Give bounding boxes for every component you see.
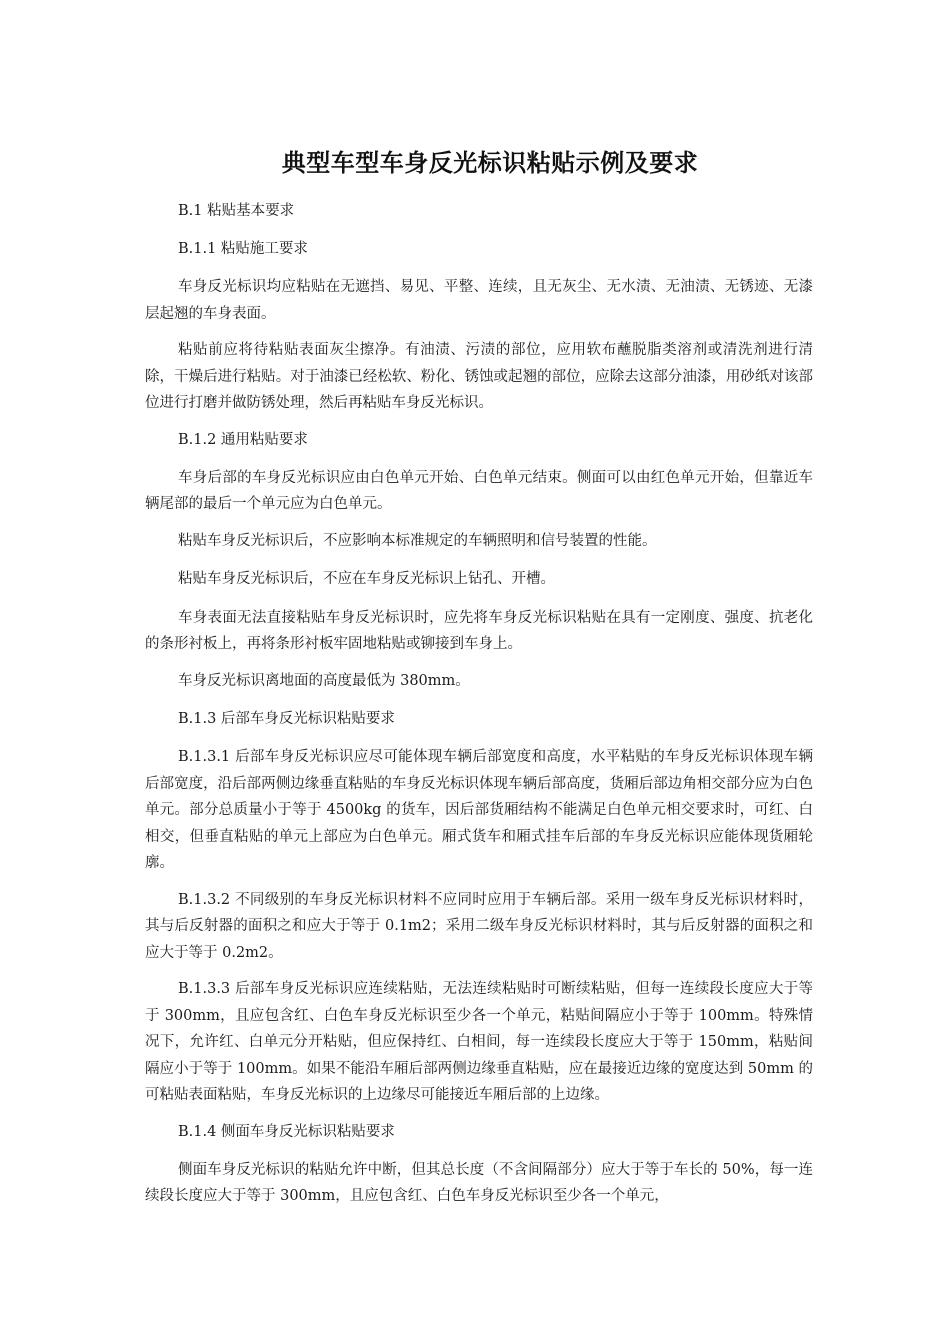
paragraph: B.1.3.1 后部车身反光标识应尽可能体现车辆后部宽度和高度，水平粘贴的车身反光标识体现车辆后部宽度，沿后部两侧边缘垂直粘贴的车身反光标识体现车辆后部高度，货厢后部边角相交部分应为白色单元。部分总质量小于等于 4500kg 的货车，因后部货厢结构不能满足白色单元相交要求时，可红、白相交，但垂直粘贴的单元上部应为白色单元。厢式货车和厢式挂车后部的车身反光标识应能体现货厢轮廓。 — [145, 749, 813, 871]
section-heading-b1: B.1 粘贴基本要求 — [178, 203, 295, 219]
paragraph: 粘贴车身反光标识后，不应影响本标准规定的车辆照明和信号装置的性能。 — [178, 532, 657, 549]
section-heading-b1-1: B.1.1 粘贴施工要求 — [178, 241, 308, 257]
section-heading-b1-2: B.1.2 通用粘贴要求 — [178, 431, 308, 448]
paragraph: B.1.3.3 后部车身反光标识应连续粘贴，无法连续粘贴时可断续粘贴，但每一连续段长度应大于等于 300mm，且应包含红、白色车身反光标识至少各一个单元，粘贴间隔应小于等于 100mm。特殊情况下，允许红、白单元分开粘贴，但应保持红、白相间，每一连续段长度应大于等于 150mm，粘贴间隔应小于等于 100mm。如果不能沿车厢后部两侧边缘垂直粘贴，应在最接近边缘的宽度达到 50mm 的可粘贴表面粘贴，车身反光标识的上边缘尽可能接近车厢后部的上边缘。 — [145, 981, 813, 1103]
paragraph: 车身反光标识均应粘贴在无遮挡、易见、平整、连续，且无灰尘、无水渍、无油渍、无锈迹、无漆层起翘的车身表面。 — [145, 279, 813, 322]
section-heading-b1-3: B.1.3 后部车身反光标识粘贴要求 — [178, 711, 395, 727]
paragraph: 车身后部的车身反光标识应由白色单元开始、白色单元结束。侧面可以由红色单元开始，但靠近车辆尾部的最后一个单元应为白色单元。 — [145, 469, 813, 512]
paragraph: 车身反光标识离地面的高度最低为 380mm。 — [178, 672, 470, 689]
section-heading-b1-4: B.1.4 侧面车身反光标识粘贴要求 — [178, 1123, 395, 1140]
paragraph: 粘贴车身反光标识后，不应在车身反光标识上钻孔、开槽。 — [178, 571, 555, 587]
paragraph: B.1.3.2 不同级别的车身反光标识材料不应同时应用于车辆后部。采用一级车身反光标识材料时，其与后反射器的面积之和应大于等于 0.1m2；采用二级车身反光标识材料时，其与后反射器的面积之和应大于等于 0.2m2。 — [145, 891, 813, 961]
paragraph: 粘贴前应将待粘贴表面灰尘擦净。有油渍、污渍的部位，应用软布蘸脱脂类溶剂或清洗剂进行清除，干燥后进行粘贴。对于油漆已经松软、粉化、锈蚀或起翘的部位，应除去这部分油漆，用砂纸对该部位进行打磨并做防锈处理，然后再粘贴车身反光标识。 — [145, 342, 813, 411]
document-title: 典型车型车身反光标识粘贴示例及要求 — [281, 149, 699, 177]
document-body — [145, 198, 813, 1220]
paragraph: 侧面车身反光标识的粘贴允许中断，但其总长度（不含间隔部分）应大于等于车长的 50%，每一连续段长度应大于等于 300mm，且应包含红、白色车身反光标识至少各一个单元， — [145, 1161, 813, 1204]
paragraph: 车身表面无法直接粘贴车身反光标识时，应先将车身反光标识粘贴在具有一定刚度、强度、抗老化的条形衬板上，再将条形衬板牢固地粘贴或铆接到车身上。 — [145, 609, 813, 652]
